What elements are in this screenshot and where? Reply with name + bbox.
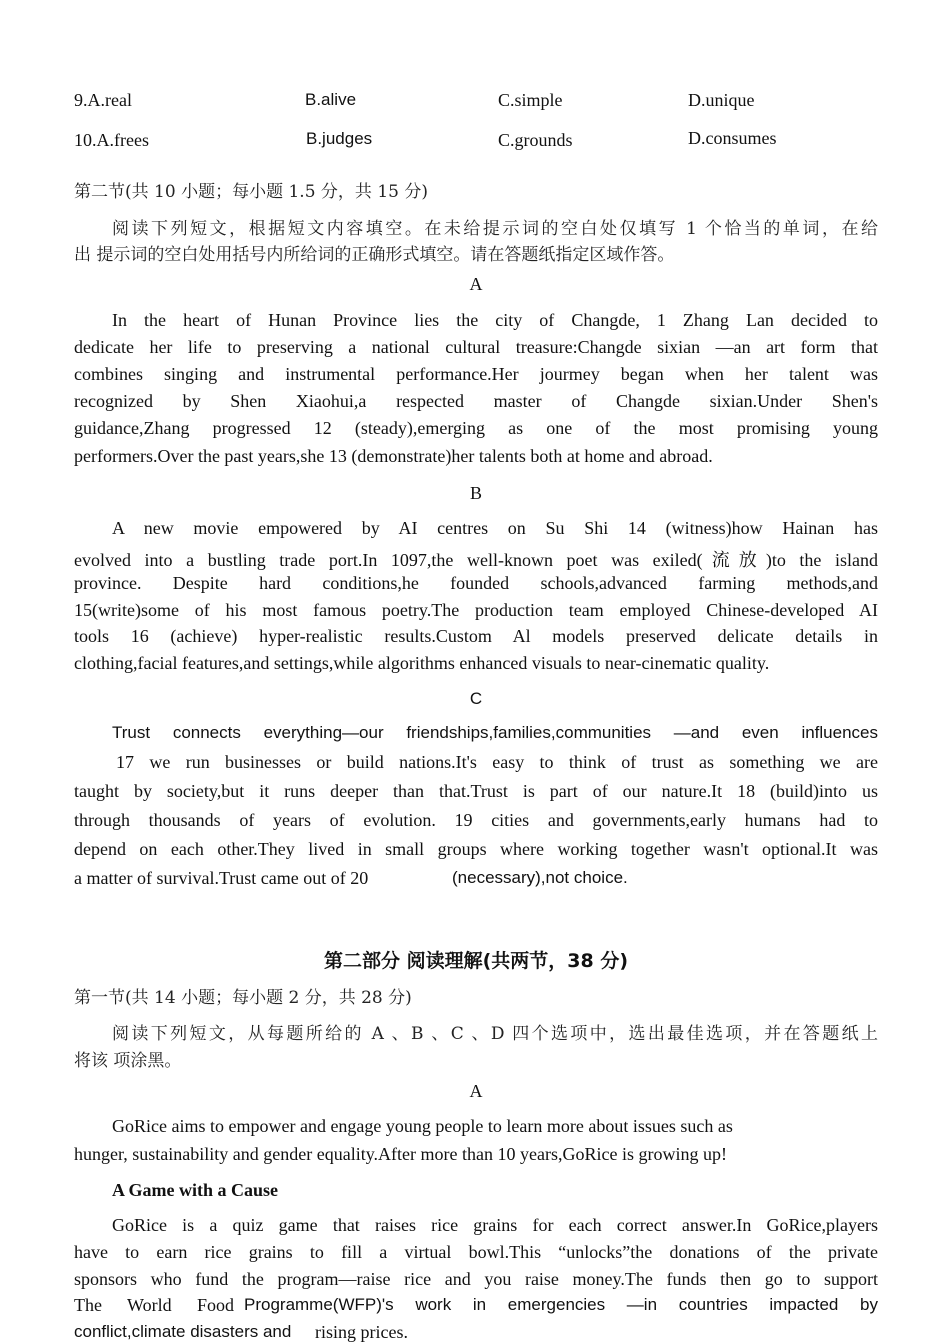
passage-line: Trust connects everything—our friendships,families,communities —and even influences [112, 723, 878, 742]
section-heading: 第一节(共 14 小题；每小题 2 分，共 28 分) [74, 988, 412, 1008]
instruction-text: 出 提示词的空白处用括号内所给词的正确形式填空。请在答题纸指定区域作答。 [74, 245, 675, 265]
option-9a: 9.A.real [74, 90, 132, 110]
body-line: The World Food [74, 1295, 234, 1315]
instruction-text: 将该 项涂黑。 [74, 1051, 182, 1071]
body-line-continued: rising prices. [315, 1322, 408, 1342]
option-10b: B.judges [306, 129, 373, 148]
option-10a: 10.A.frees [74, 130, 149, 150]
passage-line-continued: (necessary),not choice. [452, 868, 628, 887]
passage-line: depend on each other.They lived in small groups where working together wasn't optional.It was [74, 839, 878, 859]
passage-line: combines singing and instrumental performance.Her jourmey began when her talent was [74, 364, 878, 384]
passage-line: A new movie empowered by AI centres on Su Shi 14 (witness)how Hainan has [112, 518, 878, 538]
option-9d: D.unique [688, 90, 755, 110]
option-10d: D.consumes [688, 128, 777, 148]
subheading: A Game with a Cause [112, 1180, 278, 1200]
intro-line: hunger, sustainability and gender equality.After more than 10 years,GoRice is growing up! [74, 1144, 727, 1164]
passage-line: taught by society,but it runs deeper than that.Trust is part of our nature.It 18 (build)into us [74, 781, 878, 801]
body-line: GoRice is a quiz game that raises rice grains for each correct answer.In GoRice,players [112, 1215, 878, 1235]
instruction-text: 阅读下列短文，从每题所给的 A 、B 、C 、D 四个选项中，选出最佳选项，并在答题纸上 [112, 1024, 878, 1044]
passage-label: A [469, 274, 483, 294]
intro-line: GoRice aims to empower and engage young people to learn more about issues such as [112, 1116, 733, 1136]
instruction-text: 阅读下列短文，根据短文内容填空。在未给提示词的空白处仅填写 1 个恰当的单词，在给 [112, 219, 878, 239]
passage-line: province. Despite hard conditions,he founded schools,advanced farming methods,and [74, 573, 878, 593]
passage-line: dedicate her life to preserving a national cultural treasure:Changde sixian —an art form that [74, 337, 878, 357]
passage-line: recognized by Shen Xiaohui,a respected master of Changde sixian.Under Shen's [74, 391, 878, 411]
option-9b: B.alive [305, 90, 357, 109]
passage-label: C [469, 689, 483, 708]
body-line: conflict,climate disasters and [74, 1322, 292, 1341]
passage-line: a matter of survival.Trust came out of 20 [74, 868, 369, 888]
option-10c: C.grounds [498, 130, 573, 150]
passage-line: 17 we run businesses or build nations.It's easy to think of trust as something we are [116, 752, 878, 772]
part-title: 第二部分 阅读理解(共两节，38 分) [323, 950, 629, 972]
passage-line: guidance,Zhang progressed 12 (steady),emerging as one of the most promising young [74, 418, 878, 438]
passage-line: 15(write)some of his most famous poetry.The production team employed Chinese-developed AI [74, 600, 878, 620]
passage-line: evolved into a bustling trade port.In 1097,the well-known poet was exiled(流放)to the island [74, 550, 878, 570]
body-line: sponsors who fund the program—raise rice and you raise money.The funds then go to support [74, 1269, 878, 1289]
section-heading: 第二节(共 10 小题；每小题 1.5 分，共 15 分) [74, 182, 428, 202]
body-line-continued: Programme(WFP)'s work in emergencies —in countries impacted by [244, 1295, 878, 1314]
passage-line: clothing,facial features,and settings,while algorithms enhanced visuals to near-cinematic quality. [74, 653, 770, 673]
option-9c: C.simple [498, 90, 563, 110]
passage-line: In the heart of Hunan Province lies the city of Changde, 1 Zhang Lan decided to [112, 310, 878, 330]
body-line: have to earn rice grains to fill a virtual bowl.This “unlocks”the donations of the private [74, 1242, 878, 1262]
passage-label: A [469, 1081, 483, 1101]
passage-line: performers.Over the past years,she 13 (demonstrate)her talents both at home and abroad. [74, 446, 713, 466]
passage-line: through thousands of years of evolution. 19 cities and governments,early humans had to [74, 810, 878, 830]
passage-line: tools 16 (achieve) hyper-realistic results.Custom Al models preserved delicate details in [74, 626, 878, 646]
passage-label: B [469, 483, 482, 503]
